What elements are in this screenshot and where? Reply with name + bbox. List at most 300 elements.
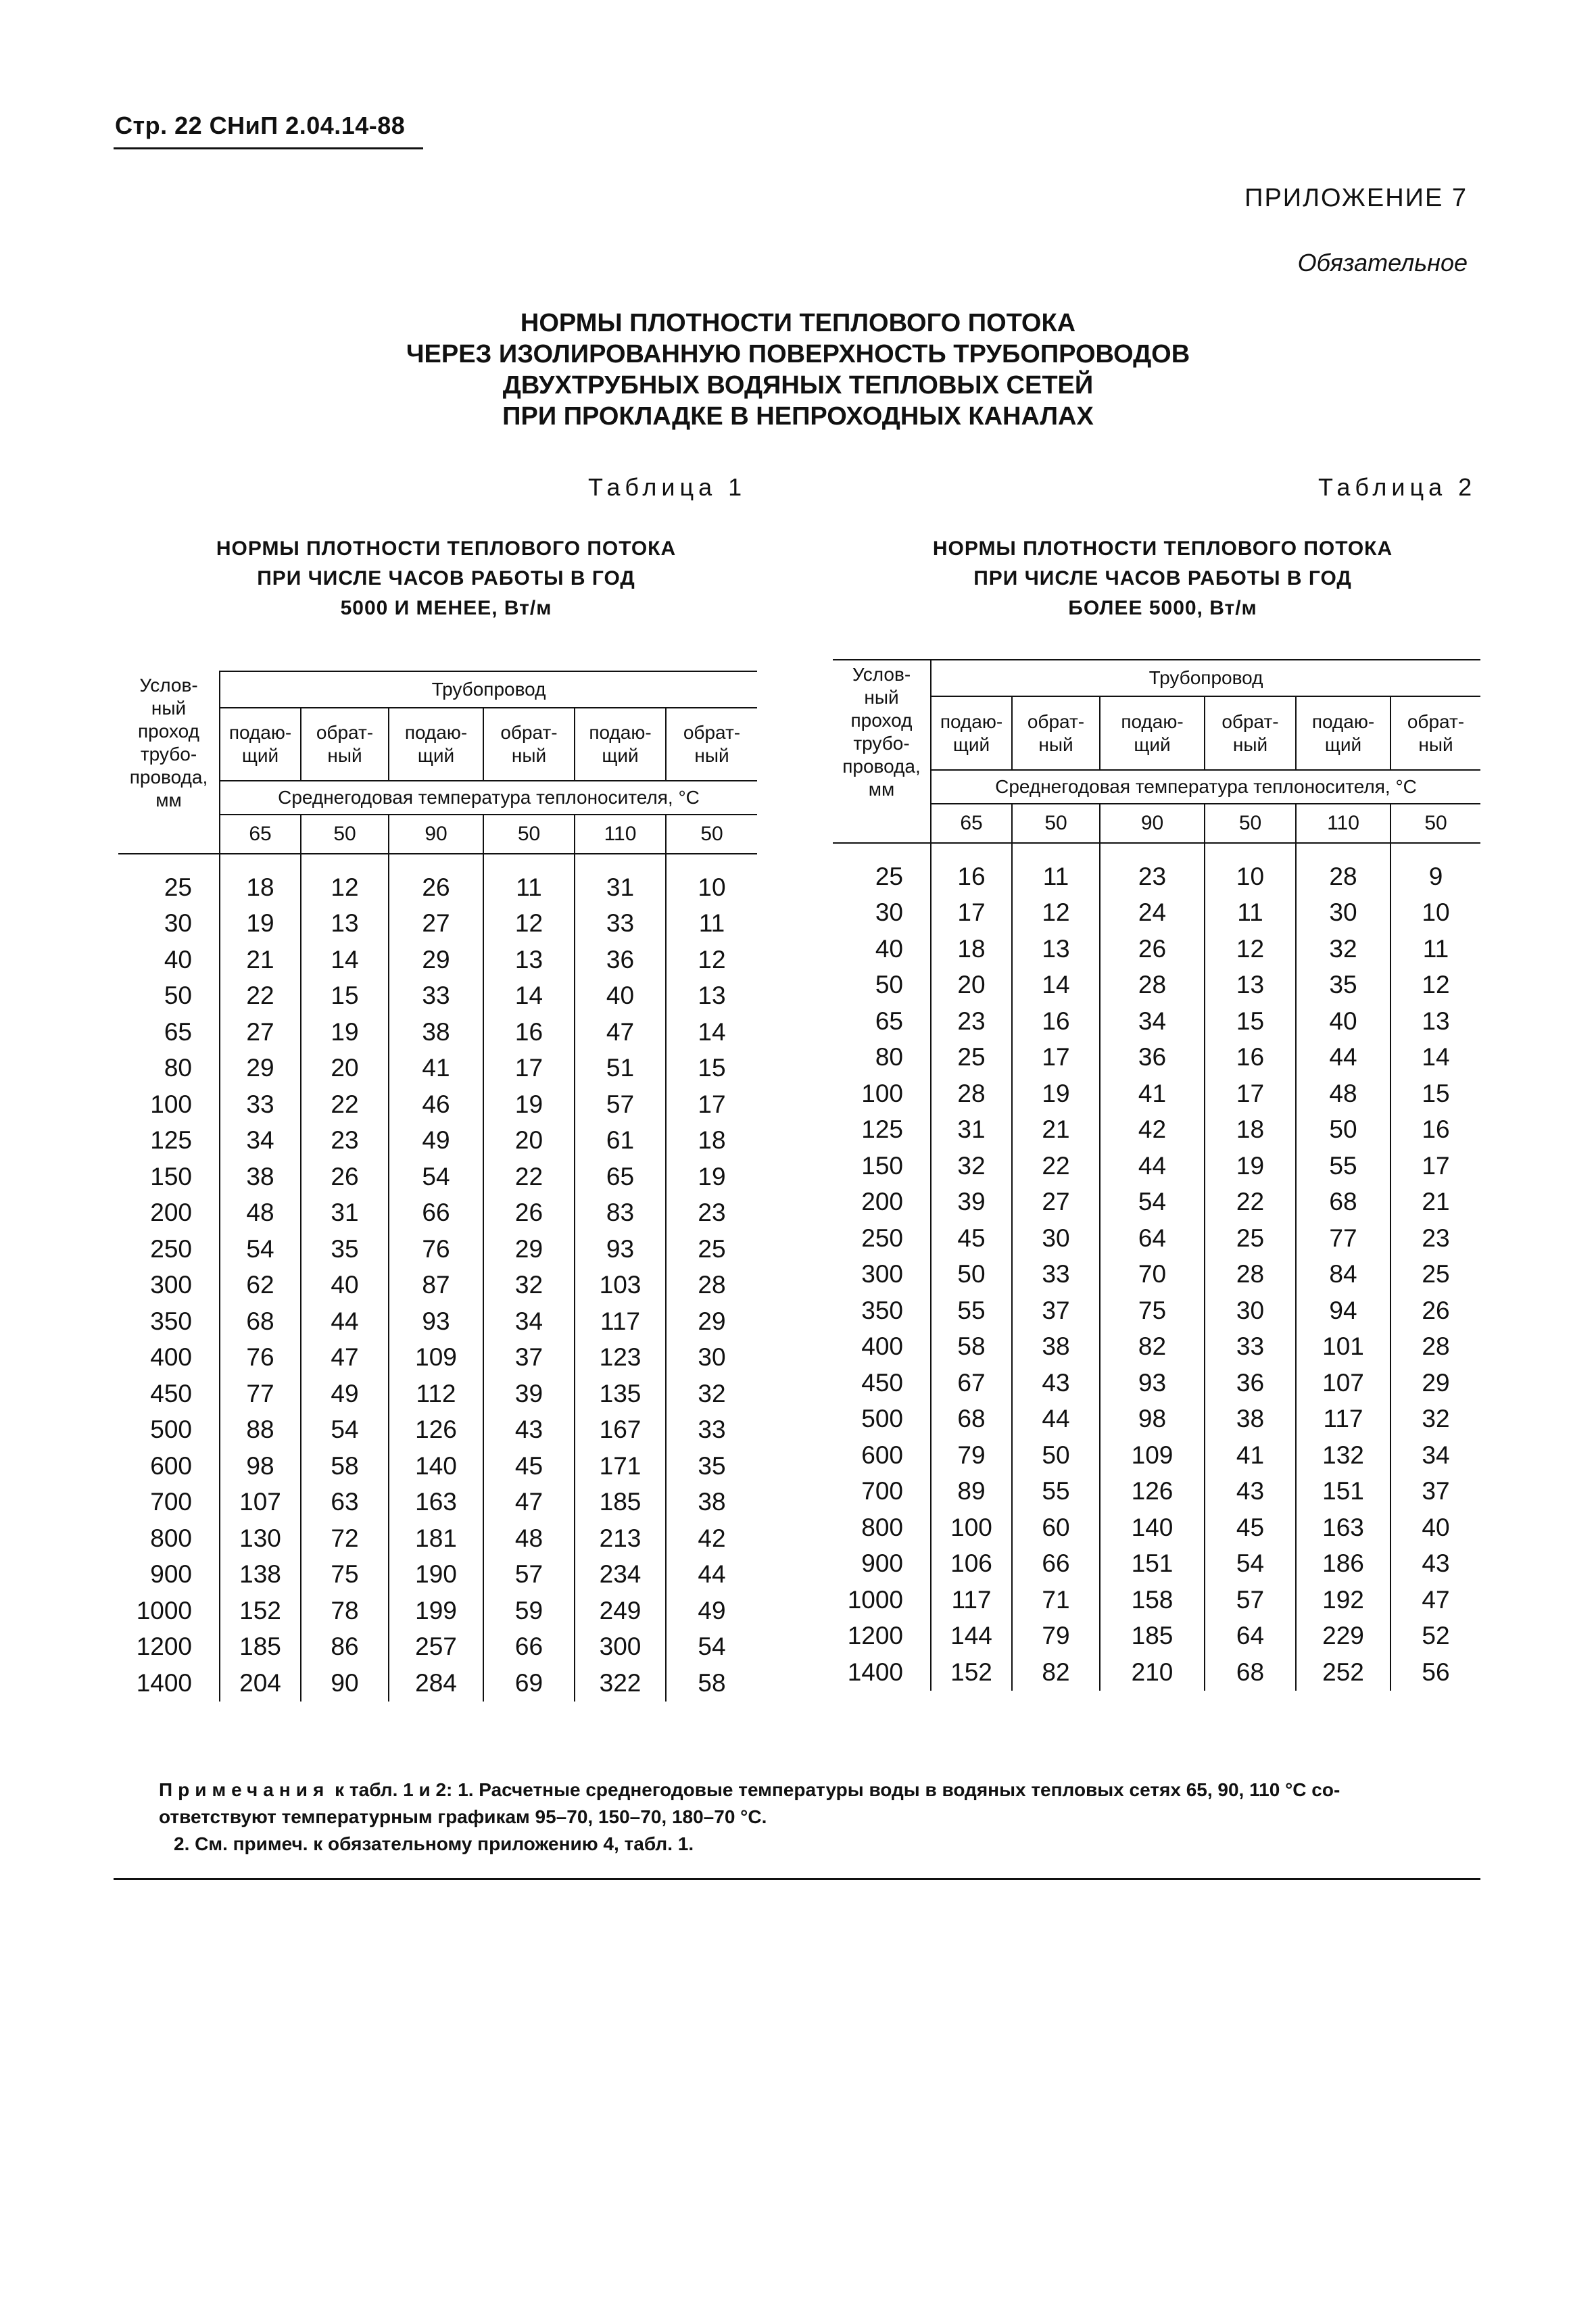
diameter-cell: 600 — [861, 1441, 903, 1469]
value-cell: 12 — [1205, 931, 1296, 967]
value-cell: 58 — [931, 1329, 1012, 1366]
value-cell: 30 — [1012, 1220, 1100, 1257]
value-cell: 44 — [1100, 1148, 1205, 1184]
value-cell: 39 — [483, 1376, 575, 1412]
bottom-rule — [114, 1878, 1480, 1880]
value-cell: 47 — [301, 1340, 389, 1376]
diameter-cell: 900 — [150, 1560, 192, 1589]
table-row — [833, 1510, 1480, 1546]
table-row — [118, 1412, 757, 1449]
value-cell: 17 — [931, 895, 1012, 932]
diameter-cell: 350 — [150, 1307, 192, 1335]
temperature-header: 50 — [1012, 804, 1100, 843]
temperature-header: 50 — [666, 815, 757, 854]
value-cell: 83 — [575, 1195, 666, 1232]
stub-spacer — [118, 815, 220, 854]
table2-subtitle — [838, 534, 1487, 623]
subtitle-line: ПРИ ЧИСЛЕ ЧАСОВ РАБОТЫ В ГОД — [973, 567, 1352, 589]
diameter-cell: 150 — [150, 1162, 192, 1190]
diameter-cell: 800 — [150, 1524, 192, 1552]
value-cell: 204 — [220, 1665, 301, 1702]
value-cell: 25 — [931, 1040, 1012, 1076]
value-cell: 89 — [931, 1474, 1012, 1510]
value-cell: 34 — [1391, 1437, 1480, 1474]
value-cell: 29 — [389, 942, 483, 978]
value-cell: 28 — [1100, 967, 1205, 1004]
value-cell: 11 — [666, 906, 757, 942]
value-cell: 252 — [1296, 1654, 1391, 1691]
table1-subtitle — [122, 534, 771, 623]
value-cell: 12 — [483, 906, 575, 942]
temperature-header: 65 — [220, 815, 301, 854]
value-cell: 77 — [220, 1376, 301, 1412]
value-cell: 45 — [483, 1448, 575, 1485]
value-cell: 32 — [666, 1376, 757, 1412]
table2-label: Таблица 2 — [1318, 473, 1477, 501]
value-cell: 36 — [1205, 1365, 1296, 1401]
value-cell: 26 — [483, 1195, 575, 1232]
value-cell: 29 — [666, 1303, 757, 1340]
column-header: подаю- щий — [389, 708, 483, 781]
value-cell: 117 — [931, 1582, 1012, 1618]
value-cell: 56 — [1391, 1654, 1480, 1691]
value-cell: 15 — [1205, 1003, 1296, 1040]
value-cell: 61 — [575, 1123, 666, 1159]
value-cell: 13 — [1012, 931, 1100, 967]
value-cell: 68 — [1205, 1654, 1296, 1691]
value-cell: 10 — [1391, 895, 1480, 932]
value-cell: 63 — [301, 1485, 389, 1521]
value-cell: 22 — [1205, 1184, 1296, 1221]
value-cell: 32 — [1296, 931, 1391, 967]
value-cell: 44 — [301, 1303, 389, 1340]
value-cell: 190 — [389, 1557, 483, 1593]
value-cell: 23 — [301, 1123, 389, 1159]
table-row — [833, 931, 1480, 967]
temp-header: Среднегодовая температура теплоносителя, °С — [931, 770, 1480, 804]
diameter-cell: 1400 — [136, 1668, 192, 1697]
value-cell: 23 — [666, 1195, 757, 1232]
value-cell: 29 — [483, 1231, 575, 1268]
value-cell: 144 — [931, 1618, 1012, 1655]
value-cell: 50 — [1296, 1112, 1391, 1149]
value-cell: 130 — [220, 1520, 301, 1557]
document-title — [0, 308, 1596, 432]
table-row — [833, 1546, 1480, 1583]
value-cell: 23 — [931, 1003, 1012, 1040]
diameter-cell: 100 — [150, 1090, 192, 1118]
value-cell: 54 — [389, 1159, 483, 1195]
value-cell: 39 — [931, 1184, 1012, 1221]
value-cell: 26 — [301, 1159, 389, 1195]
column-header: подаю- щий — [575, 708, 666, 781]
value-cell: 33 — [389, 978, 483, 1015]
value-cell: 112 — [389, 1376, 483, 1412]
notes-label: Примечания — [159, 1779, 330, 1800]
temperature-header: 50 — [1205, 804, 1296, 843]
value-cell: 54 — [666, 1629, 757, 1666]
value-cell: 28 — [1205, 1257, 1296, 1293]
value-cell: 21 — [1012, 1112, 1100, 1149]
value-cell: 44 — [666, 1557, 757, 1593]
diameter-cell: 600 — [150, 1451, 192, 1480]
table-row — [118, 1520, 757, 1557]
diameter-cell: 30 — [875, 898, 903, 927]
value-cell: 163 — [1296, 1510, 1391, 1546]
value-cell: 57 — [1205, 1582, 1296, 1618]
value-cell: 213 — [575, 1520, 666, 1557]
value-cell: 28 — [931, 1076, 1012, 1112]
table-row — [833, 1257, 1480, 1293]
value-cell: 43 — [1205, 1474, 1296, 1510]
table-row — [118, 1485, 757, 1521]
value-cell: 19 — [666, 1159, 757, 1195]
table-row — [833, 1040, 1480, 1076]
value-cell: 14 — [301, 942, 389, 978]
value-cell: 58 — [666, 1665, 757, 1702]
value-cell: 57 — [575, 1086, 666, 1123]
value-cell: 10 — [1205, 843, 1296, 895]
table-row — [833, 1003, 1480, 1040]
value-cell: 16 — [483, 1014, 575, 1051]
value-cell: 20 — [931, 967, 1012, 1004]
value-cell: 18 — [931, 931, 1012, 967]
value-cell: 66 — [483, 1629, 575, 1666]
diameter-cell: 450 — [150, 1379, 192, 1407]
diameter-cell: 200 — [861, 1188, 903, 1216]
value-cell: 98 — [220, 1448, 301, 1485]
value-cell: 22 — [1012, 1148, 1100, 1184]
table-row — [833, 1437, 1480, 1474]
value-cell: 38 — [1205, 1401, 1296, 1438]
table-row — [833, 1654, 1480, 1691]
value-cell: 54 — [301, 1412, 389, 1449]
value-cell: 37 — [483, 1340, 575, 1376]
value-cell: 27 — [220, 1014, 301, 1051]
value-cell: 101 — [1296, 1329, 1391, 1366]
subtitle-line: НОРМЫ ПЛОТНОСТИ ТЕПЛОВОГО ПОТОКА — [216, 537, 677, 560]
value-cell: 66 — [1012, 1546, 1100, 1583]
temperature-header: 90 — [389, 815, 483, 854]
diameter-cell: 150 — [861, 1151, 903, 1180]
value-cell: 181 — [389, 1520, 483, 1557]
temperature-header: 110 — [1296, 804, 1391, 843]
value-cell: 109 — [389, 1340, 483, 1376]
table2 — [833, 659, 1480, 1691]
value-cell: 41 — [389, 1051, 483, 1087]
value-cell: 70 — [1100, 1257, 1205, 1293]
group-header: Трубопровод — [220, 671, 757, 708]
value-cell: 17 — [483, 1051, 575, 1087]
value-cell: 50 — [1012, 1437, 1100, 1474]
notes-line-3: 2. См. примеч. к обязательному приложению 4, табл. 1. — [174, 1833, 694, 1854]
diameter-cell: 40 — [164, 945, 192, 973]
value-cell: 13 — [666, 978, 757, 1015]
value-cell: 44 — [1296, 1040, 1391, 1076]
value-cell: 12 — [666, 942, 757, 978]
value-cell: 30 — [1296, 895, 1391, 932]
value-cell: 68 — [220, 1303, 301, 1340]
value-cell: 28 — [666, 1268, 757, 1304]
value-cell: 13 — [1391, 1003, 1480, 1040]
value-cell: 322 — [575, 1665, 666, 1702]
value-cell: 17 — [1391, 1148, 1480, 1184]
value-cell: 45 — [1205, 1510, 1296, 1546]
temperature-header: 110 — [575, 815, 666, 854]
table-row — [118, 1665, 757, 1702]
value-cell: 60 — [1012, 1510, 1100, 1546]
value-cell: 35 — [666, 1448, 757, 1485]
value-cell: 107 — [1296, 1365, 1391, 1401]
value-cell: 52 — [1391, 1618, 1480, 1655]
diameter-cell: 400 — [150, 1343, 192, 1372]
diameter-cell: 300 — [150, 1271, 192, 1299]
title-line: ДВУХТРУБНЫХ ВОДЯНЫХ ТЕПЛОВЫХ СЕТЕЙ — [502, 371, 1094, 400]
value-cell: 16 — [1391, 1112, 1480, 1149]
column-header: подаю- щий — [1296, 696, 1391, 770]
value-cell: 186 — [1296, 1546, 1391, 1583]
table-row — [118, 1448, 757, 1485]
column-header: обрат- ный — [1205, 696, 1296, 770]
value-cell: 185 — [1100, 1618, 1205, 1655]
value-cell: 132 — [1296, 1437, 1391, 1474]
table-row — [118, 1376, 757, 1412]
subtitle-line: 5000 И МЕНЕЕ, Вт/м — [340, 597, 552, 619]
subtitle-line: ПРИ ЧИСЛЕ ЧАСОВ РАБОТЫ В ГОД — [257, 567, 635, 589]
value-cell: 35 — [1296, 967, 1391, 1004]
subtitle-line: НОРМЫ ПЛОТНОСТИ ТЕПЛОВОГО ПОТОКА — [932, 537, 1393, 560]
value-cell: 15 — [301, 978, 389, 1015]
value-cell: 126 — [389, 1412, 483, 1449]
value-cell: 40 — [301, 1268, 389, 1304]
value-cell: 26 — [1391, 1293, 1480, 1329]
value-cell: 117 — [575, 1303, 666, 1340]
diameter-cell: 125 — [861, 1115, 903, 1144]
value-cell: 25 — [1391, 1257, 1480, 1293]
diameter-cell: 65 — [164, 1017, 192, 1046]
diameter-cell: 700 — [150, 1488, 192, 1516]
value-cell: 158 — [1100, 1582, 1205, 1618]
diameter-cell: 300 — [861, 1260, 903, 1288]
diameter-cell: 125 — [150, 1126, 192, 1155]
value-cell: 66 — [389, 1195, 483, 1232]
value-cell: 55 — [1296, 1148, 1391, 1184]
table-row — [833, 1076, 1480, 1112]
value-cell: 75 — [301, 1557, 389, 1593]
value-cell: 34 — [1100, 1003, 1205, 1040]
value-cell: 47 — [1391, 1582, 1480, 1618]
value-cell: 88 — [220, 1412, 301, 1449]
value-cell: 126 — [1100, 1474, 1205, 1510]
value-cell: 59 — [483, 1593, 575, 1629]
value-cell: 22 — [220, 978, 301, 1015]
value-cell: 32 — [1391, 1401, 1480, 1438]
value-cell: 28 — [1296, 843, 1391, 895]
value-cell: 17 — [1205, 1076, 1296, 1112]
table-row — [118, 978, 757, 1015]
value-cell: 18 — [220, 854, 301, 906]
diameter-cell: 1200 — [136, 1633, 192, 1661]
value-cell: 33 — [1205, 1329, 1296, 1366]
notes-line-2: ответствуют температурным графикам 95–70, 150–70, 180–70 °С. — [159, 1806, 767, 1827]
value-cell: 22 — [483, 1159, 575, 1195]
diameter-cell: 900 — [861, 1549, 903, 1578]
diameter-cell: 800 — [861, 1513, 903, 1541]
value-cell: 40 — [575, 978, 666, 1015]
value-cell: 23 — [1100, 843, 1205, 895]
value-cell: 13 — [301, 906, 389, 942]
temperature-header: 65 — [931, 804, 1012, 843]
value-cell: 38 — [220, 1159, 301, 1195]
subtitle-line: БОЛЕЕ 5000, Вт/м — [1068, 597, 1257, 619]
value-cell: 48 — [483, 1520, 575, 1557]
value-cell: 152 — [931, 1654, 1012, 1691]
value-cell: 35 — [301, 1231, 389, 1268]
column-header: обрат- ный — [301, 708, 389, 781]
value-cell: 140 — [1100, 1510, 1205, 1546]
value-cell: 12 — [1391, 967, 1480, 1004]
value-cell: 44 — [1012, 1401, 1100, 1438]
value-cell: 106 — [931, 1546, 1012, 1583]
value-cell: 98 — [1100, 1401, 1205, 1438]
table-row — [833, 843, 1480, 895]
table-row — [118, 1014, 757, 1051]
value-cell: 31 — [575, 854, 666, 906]
value-cell: 47 — [575, 1014, 666, 1051]
value-cell: 33 — [666, 1412, 757, 1449]
value-cell: 42 — [1100, 1112, 1205, 1149]
table-row — [118, 906, 757, 942]
value-cell: 68 — [1296, 1184, 1391, 1221]
value-cell: 23 — [1391, 1220, 1480, 1257]
page-header: Стр. 22 СНиП 2.04.14-88 — [115, 112, 406, 139]
value-cell: 17 — [1012, 1040, 1100, 1076]
value-cell: 55 — [1012, 1474, 1100, 1510]
value-cell: 18 — [1205, 1112, 1296, 1149]
table-row — [118, 1086, 757, 1123]
value-cell: 94 — [1296, 1293, 1391, 1329]
value-cell: 69 — [483, 1665, 575, 1702]
value-cell: 117 — [1296, 1401, 1391, 1438]
value-cell: 192 — [1296, 1582, 1391, 1618]
value-cell: 234 — [575, 1557, 666, 1593]
diameter-cell: 450 — [861, 1368, 903, 1397]
value-cell: 20 — [301, 1051, 389, 1087]
value-cell: 199 — [389, 1593, 483, 1629]
value-cell: 49 — [389, 1123, 483, 1159]
status-label: Обязательное — [1297, 249, 1468, 276]
value-cell: 54 — [220, 1231, 301, 1268]
table-row — [833, 1618, 1480, 1655]
value-cell: 93 — [389, 1303, 483, 1340]
column-header: обрат- ный — [1012, 696, 1100, 770]
title-line: ПРИ ПРОКЛАДКЕ В НЕПРОХОДНЫХ КАНАЛАХ — [502, 402, 1094, 431]
value-cell: 185 — [220, 1629, 301, 1666]
value-cell: 284 — [389, 1665, 483, 1702]
value-cell: 36 — [1100, 1040, 1205, 1076]
diameter-cell: 80 — [164, 1054, 192, 1082]
value-cell: 33 — [220, 1086, 301, 1123]
value-cell: 31 — [931, 1112, 1012, 1149]
table-row — [833, 1401, 1480, 1438]
value-cell: 33 — [575, 906, 666, 942]
value-cell: 123 — [575, 1340, 666, 1376]
value-cell: 87 — [389, 1268, 483, 1304]
appendix-label: ПРИЛОЖЕНИЕ 7 — [1244, 184, 1468, 212]
group-header: Трубопровод — [931, 660, 1480, 696]
value-cell: 30 — [1205, 1293, 1296, 1329]
diameter-cell: 50 — [164, 982, 192, 1010]
value-cell: 31 — [301, 1195, 389, 1232]
value-cell: 67 — [931, 1365, 1012, 1401]
value-cell: 54 — [1100, 1184, 1205, 1221]
diameter-cell: 500 — [861, 1405, 903, 1433]
value-cell: 11 — [483, 854, 575, 906]
value-cell: 93 — [1100, 1365, 1205, 1401]
value-cell: 55 — [931, 1293, 1012, 1329]
value-cell: 22 — [301, 1086, 389, 1123]
temperature-header: 50 — [1391, 804, 1480, 843]
table-row — [118, 1123, 757, 1159]
value-cell: 17 — [666, 1086, 757, 1123]
value-cell: 84 — [1296, 1257, 1391, 1293]
value-cell: 19 — [220, 906, 301, 942]
stub-header: Услов- ный проход трубо- провода, мм — [833, 660, 931, 804]
value-cell: 21 — [220, 942, 301, 978]
value-cell: 93 — [575, 1231, 666, 1268]
value-cell: 27 — [389, 906, 483, 942]
table-row — [118, 1231, 757, 1268]
value-cell: 54 — [1205, 1546, 1296, 1583]
value-cell: 40 — [1391, 1510, 1480, 1546]
table-row — [833, 1184, 1480, 1221]
table-row — [118, 1303, 757, 1340]
value-cell: 14 — [1391, 1040, 1480, 1076]
value-cell: 12 — [301, 854, 389, 906]
table-row — [833, 1220, 1480, 1257]
diameter-cell: 40 — [875, 934, 903, 963]
value-cell: 28 — [1391, 1329, 1480, 1366]
value-cell: 45 — [931, 1220, 1012, 1257]
value-cell: 257 — [389, 1629, 483, 1666]
diameter-cell: 500 — [150, 1416, 192, 1444]
value-cell: 49 — [301, 1376, 389, 1412]
value-cell: 37 — [1391, 1474, 1480, 1510]
diameter-cell: 1200 — [847, 1622, 903, 1650]
value-cell: 43 — [1391, 1546, 1480, 1583]
value-cell: 26 — [1100, 931, 1205, 967]
value-cell: 90 — [301, 1665, 389, 1702]
value-cell: 171 — [575, 1448, 666, 1485]
table-row — [118, 1593, 757, 1629]
table-row — [833, 1365, 1480, 1401]
value-cell: 76 — [389, 1231, 483, 1268]
value-cell: 16 — [1012, 1003, 1100, 1040]
table-row — [118, 1159, 757, 1195]
diameter-cell: 65 — [875, 1007, 903, 1035]
table-row — [118, 1557, 757, 1593]
value-cell: 249 — [575, 1593, 666, 1629]
value-cell: 140 — [389, 1448, 483, 1485]
value-cell: 38 — [389, 1014, 483, 1051]
value-cell: 138 — [220, 1557, 301, 1593]
value-cell: 14 — [666, 1014, 757, 1051]
value-cell: 15 — [1391, 1076, 1480, 1112]
value-cell: 86 — [301, 1629, 389, 1666]
value-cell: 18 — [666, 1123, 757, 1159]
diameter-cell: 200 — [150, 1199, 192, 1227]
value-cell: 40 — [1296, 1003, 1391, 1040]
